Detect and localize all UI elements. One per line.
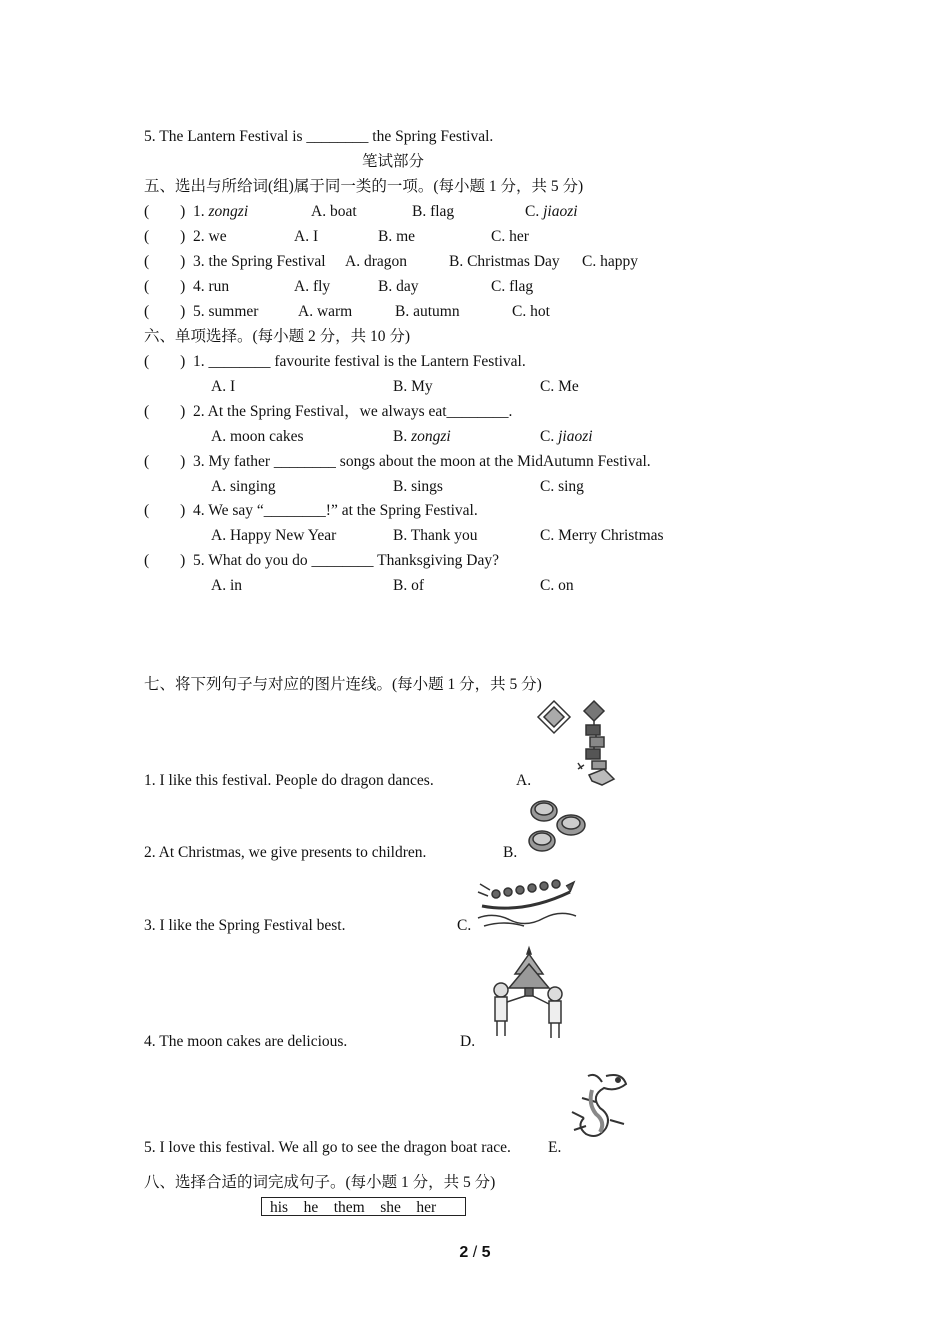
written-part-title: 笔试部分 (362, 153, 425, 170)
s5-q4-stem: 4. run (193, 278, 230, 295)
section7-heading: 七、将下列句子与对应的图片连线。(每小题 1 分，共 5 分) (144, 676, 542, 693)
s5-q5-c: C. hot (512, 303, 550, 320)
s5-q2-stem: 2. we (193, 228, 227, 245)
s6-q4-b: B. Thank you (393, 527, 478, 544)
s5-q1-stem: 1. zongzi (193, 203, 249, 220)
s7-letter-b: B. (503, 844, 518, 861)
s6-q3-stem: 3. My father ________ songs about the moon at the MidAutumn Festival. (193, 453, 651, 470)
s7-sentence-1: 1. I like this festival. People do dragon dances. (144, 772, 434, 789)
s7-letter-c: C. (457, 917, 472, 934)
s6-q4-stem: 4. We say “________!” at the Spring Festival. (193, 502, 478, 519)
dragon-dance-picture (566, 1068, 636, 1150)
page-number: 2 / 5 (459, 1244, 491, 1261)
s7-sentence-5: 5. I love this festival. We all go to see the dragon boat race. (144, 1139, 511, 1156)
section8-heading: 八、选择合适的词完成句子。(每小题 1 分，共 5 分) (144, 1174, 496, 1191)
word-bank-box: his he them she her (261, 1197, 466, 1216)
s6-q1-b: B. My (393, 378, 433, 395)
christmas-tree-picture (489, 944, 569, 1042)
s6-q4-a: A. Happy New Year (211, 527, 337, 544)
s5-q5-a: A. warm (298, 303, 353, 320)
s6-q2-b: B. zongzi (393, 428, 451, 445)
s7-letter-e: E. (548, 1139, 562, 1156)
section6-heading: 六、单项选择。(每小题 2 分，共 10 分) (144, 328, 411, 345)
s5-q1-bracket: ( ) (144, 203, 186, 220)
section5-heading: 五、选出与所给词(组)属于同一类的一项。(每小题 1 分，共 5 分) (144, 178, 584, 195)
s5-q4-b: B. day (378, 278, 419, 295)
s5-q1-c: C. jiaozi (525, 203, 578, 220)
s7-sentence-3: 3. I like the Spring Festival best. (144, 917, 346, 934)
s6-q5-a: A. in (211, 577, 242, 594)
s7-sentence-2: 2. At Christmas, we give presents to children. (144, 844, 427, 861)
s5-q2-bracket: ( ) (144, 228, 186, 245)
mooncake-picture (526, 797, 590, 857)
s6-q3-bracket: ( ) (144, 453, 186, 470)
question-5-lantern: 5. The Lantern Festival is ________ the Spring Festival. (144, 128, 494, 145)
s6-q1-c: C. Me (540, 378, 579, 395)
s6-q3-c: C. sing (540, 478, 584, 495)
s5-q3-c: C. happy (582, 253, 638, 270)
s5-q4-bracket: ( ) (144, 278, 186, 295)
s6-q2-bracket: ( ) (144, 403, 186, 420)
s5-q5-stem: 5. summer (193, 303, 259, 320)
s5-q5-b: B. autumn (395, 303, 460, 320)
s6-q4-c: C. Merry Christmas (540, 527, 664, 544)
s6-q3-a: A. singing (211, 478, 276, 495)
s5-q4-c: C. flag (491, 278, 534, 295)
dragon-boat-picture (474, 870, 580, 932)
s5-q3-a: A. dragon (345, 253, 407, 270)
s6-q2-a: A. moon cakes (211, 428, 304, 445)
s6-q2-c: C. jiaozi (540, 428, 593, 445)
s6-q5-c: C. on (540, 577, 574, 594)
s6-q5-stem: 5. What do you do ________ Thanksgiving Day? (193, 552, 499, 569)
s6-q5-b: B. of (393, 577, 424, 594)
s6-q5-bracket: ( ) (144, 552, 186, 569)
s7-letter-a: A. (516, 772, 532, 789)
s6-q1-a: A. I (211, 378, 236, 395)
s5-q3-bracket: ( ) (144, 253, 186, 270)
s5-q2-a: A. I (294, 228, 319, 245)
s5-q3-stem: 3. the Spring Festival (193, 253, 326, 270)
s6-q2-stem: 2. At the Spring Festival，we always eat________. (193, 403, 513, 420)
s5-q5-bracket: ( ) (144, 303, 186, 320)
s5-q2-c: C. her (491, 228, 529, 245)
s5-q2-b: B. me (378, 228, 416, 245)
s6-q3-b: B. sings (393, 478, 443, 495)
s6-q1-stem: 1. ________ favourite festival is the Lantern Festival. (193, 353, 526, 370)
s5-q1-b: B. flag (412, 203, 455, 220)
s7-sentence-4: 4. The moon cakes are delicious. (144, 1033, 348, 1050)
lantern-firecracker-picture (534, 697, 624, 789)
s6-q1-bracket: ( ) (144, 353, 186, 370)
s7-letter-d: D. (460, 1033, 476, 1050)
s6-q4-bracket: ( ) (144, 502, 186, 519)
s5-q4-a: A. fly (294, 278, 331, 295)
s5-q1-a: A. boat (311, 203, 357, 220)
s5-q3-b: B. Christmas Day (449, 253, 560, 270)
